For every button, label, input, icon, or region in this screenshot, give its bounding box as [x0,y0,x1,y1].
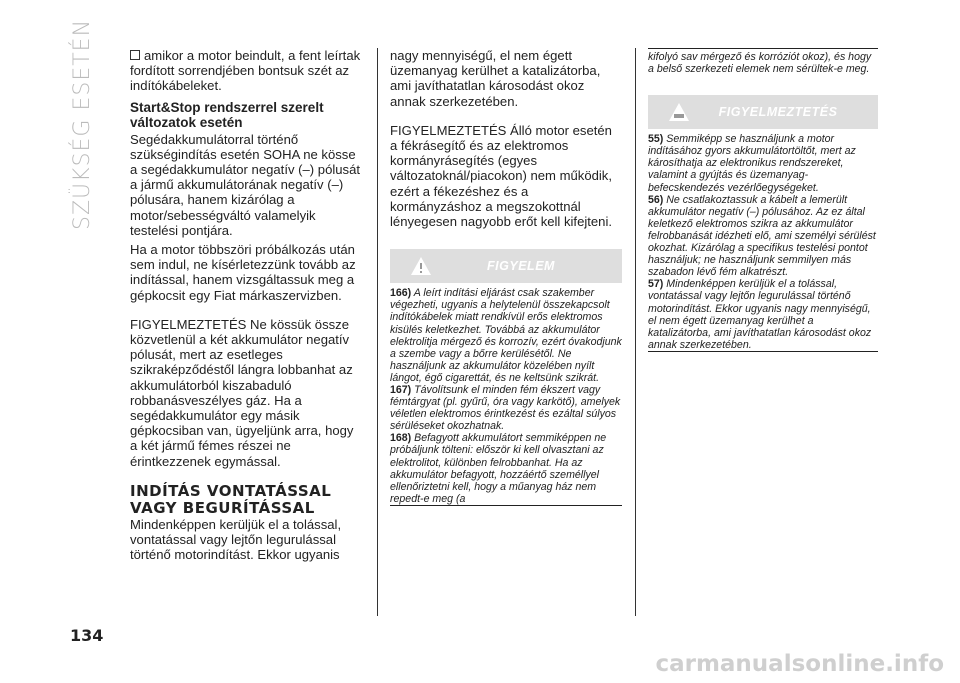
figyelmeztetes-box-header [648,95,878,129]
big-heading: INDÍTÁS VONTATÁSSAL VAGY BEGURÍTÁSSAL [130,481,332,517]
item-text: A leírt indítási eljárást csak szakember végezheti, ugyanis a helytelenül összekapcsolt indítókábelek miatt rendkívül erős elektromos kisülés keletkezhet. Továbbá az akkumulátor elektrolitja mérgező és korrozív, ezért óvakodjunk a szembe vagy a bőrre kerülésétől. Ne használjunk az akkumulátor közelében nyílt lángot, égő cigarettát, és ne keltsünk szikrát. [390,287,622,384]
warning-paragraph: FIGYELMEZTETÉS Ne kössük össze közvetlenül a két akkumulátor negatív pólusát, mert az esetleges szikraképződéstől lángra lobbanhat az akkumulátorból kiszabaduló robbanásveszélyes gáz. Ha a segédakkumulátor egy másik gépkocsiban van, ügyeljünk arra, hogy a két jármű fémes részei ne érintkezzenek egymással. [130,316,354,469]
item-text: Befagyott akkumulátort semmiképpen ne próbáljunk tölteni: először ki kell olvasztani az elektrolitot, különben felrobbanhat. Ha az akkumulátor befagyott, hozzáértő személlyel ellenőriztetni kell, hogy a műanyag ház nem repedt-e meg (a [390,432,607,505]
item-text: Mindenképpen kerüljük el a tolással, vontatással vagy lejtőn legurulással történő motorindítást. Ekkor ugyanis nagy mennyiségű, el nem égett üzemanyag kerülhet a katalizátorba, ami javíthatatlan károsodást okoz annak szerkezetében. [648,278,872,351]
figyelem-box [390,283,622,506]
paragraph: Ha a motor többszöri próbálkozás után sem indul, ne kísérletezzünk tovább az indítással, hanem vizsgáltassuk meg a gépkocsit egy Fiat márkaszervizben. [130,242,356,303]
item-text: Ne csatlakoztassuk a kábelt a lemerült akkumulátor negatív (–) pólusához. Az ez által keletkező elektromos szikra az akkumulátor felrobbanását idézheti elő, ami személyi sérülést okozhat. Kizárólag a specifikus testelési pontot használjuk; ne használjunk semmilyen más szabadon lévő fém alkatrészt. [648,193,876,279]
bullet-icon [130,50,140,60]
warning-item [648,194,878,279]
warning-item [648,278,878,351]
item-number: 166) [390,287,412,300]
item-text: Semmiképp se használjunk a motor indításához gyors akkumulátortöltőt, mert az károsíthatja az elektronikus rendszereket, valamint a gyújtás és üzemanyag-befecskendezés vezérlőegységeket. [648,133,856,194]
column-3 [648,48,878,352]
intro-paragraph: amikor a motor beindult, a fent leírtak fordított sorrendjében bontsuk szét az indítókábeleket. [130,48,361,94]
column-divider-1 [377,48,378,616]
item-number: 168) [390,432,412,445]
side-chapter-title: SZÜKSÉG ESETÉN [70,18,95,230]
paragraph: nagy mennyiségű, el nem égett üzemanyag kerülhet a katalizátorba, ami javíthatatlan károsodást okoz annak szerkezetében. [390,48,601,109]
warning-item [390,432,622,505]
box-title: FIGYELEM [487,259,555,274]
item-text: Távolítsunk el minden fém ékszert vagy fémtárgyat (pl. gyűrű, óra vagy karkötő), amelyek véletlen elektromos érintkezést és ezáltal súlyos sérüléseket okozhatnak. [390,383,621,433]
column-2 [390,48,622,506]
section-heading: Start&Stop rendszerrel szerelt változatok esetén [130,99,324,130]
paragraph: Mindenképpen kerüljük el a tolással, vontatással vagy lejtőn legurulással történő motorindítást. Ekkor ugyanis [130,516,342,563]
item-number: 167) [390,383,412,396]
warning-item [648,133,878,193]
warning-paragraph: FIGYELMEZTETÉS Álló motor esetén a fékrásegítő és az elektromos kormányrásegítés (egyes változatoknál/piacokon) nem működik, ezért a fékezéshez és a kormányzáshoz a megszokottnál lényegesen nagyobb erőt kell kifejteni. [390,122,613,230]
paragraph: Segédakkumulátorral történő szükségindítás esetén SOHA ne kösse a segédakkumulátor negatív (–) pólusát a jármű akkumulátorának negatív (–) pólusára, hanem kizárólag a motor/sebességváltó valamelyik testelési pontjára. [130,131,361,238]
page-number: 134 [70,626,104,645]
continued-text: kifolyó sav mérgező és korróziót okoz), és hogy a belső szerkezeti elemek nem sérültek-e meg. [648,48,878,75]
warning-item [390,287,622,384]
figyelem-box-header [390,249,622,283]
item-number: 57) [648,278,664,291]
column-1 [130,48,362,562]
figyelmeztetes-box [648,129,878,352]
column-divider-2 [635,48,636,616]
warning-item [390,384,622,432]
item-number: 56) [648,193,664,206]
box-title: FIGYELMEZTETÉS [718,105,838,120]
item-number: 55) [648,133,664,146]
watermark: carmanualsonline.info [655,651,944,677]
